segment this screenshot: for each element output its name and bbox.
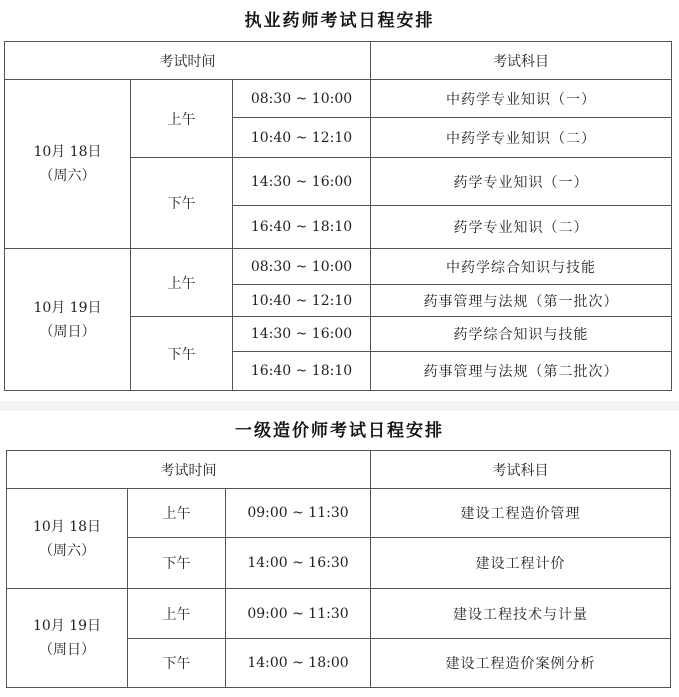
time-cell: 10:40 ~ 12:10 [233, 118, 371, 158]
subject-cell: 药学专业知识（二） [371, 206, 672, 249]
subject-cell: 建设工程造价案例分析 [371, 639, 671, 688]
subject-cell: 建设工程计价 [371, 538, 671, 589]
pharmacist-table [4, 41, 672, 391]
subject-cell: 药事管理与法规（第二批次） [371, 352, 672, 391]
time-cell: 14:00 ~ 16:30 [226, 538, 371, 589]
subject-cell: 建设工程技术与计量 [371, 589, 671, 639]
date: 10月 19日 [32, 618, 102, 634]
period-cell: 下午 [128, 639, 226, 688]
time-cell: 09:00 ~ 11:30 [226, 589, 371, 639]
date-cell [7, 589, 128, 688]
table-header-row [5, 42, 672, 80]
date: 10月 18日 [32, 518, 102, 535]
time-cell: 14:30 ~ 16:00 [233, 158, 371, 206]
table-row [5, 249, 672, 285]
period-cell: 下午 [131, 317, 233, 391]
period-cell: 下午 [128, 538, 226, 589]
cost-engineer-title: 一级造价师考试日程安排 [235, 421, 444, 441]
table-row [7, 489, 671, 538]
time-cell: 08:30 ~ 10:00 [233, 249, 371, 285]
subject-cell: 药事管理与法规（第一批次） [371, 285, 672, 317]
time-cell: 16:40 ~ 18:10 [233, 352, 371, 391]
date-cell [5, 249, 131, 391]
period-cell: 上午 [131, 80, 233, 158]
pharmacist-title: 执业药师考试日程安排 [244, 11, 435, 31]
weekday: （周六） [39, 542, 95, 559]
table-row [5, 80, 672, 118]
cost-engineer-schedule [0, 410, 679, 697]
date: 10月 19日 [33, 299, 102, 316]
header-time: 考试时间 [7, 451, 371, 489]
subject-cell: 中药学专业知识（二） [371, 118, 672, 158]
header-time: 考试时间 [5, 42, 371, 80]
table-row [7, 589, 671, 639]
weekday: （周日） [39, 323, 96, 340]
time-cell: 14:30 ~ 16:00 [233, 317, 371, 352]
time-cell: 14:00 ~ 18:00 [226, 639, 371, 688]
subject-cell: 中药学综合知识与技能 [371, 249, 672, 285]
date-cell [7, 489, 128, 589]
period-cell: 下午 [131, 158, 233, 249]
period-cell: 上午 [128, 589, 226, 639]
period-cell: 上午 [131, 249, 233, 317]
time-cell: 10:40 ~ 12:10 [233, 285, 371, 317]
weekday: （周六） [39, 168, 96, 184]
weekday: （周日） [39, 642, 95, 658]
subject-cell: 药学综合知识与技能 [371, 317, 672, 352]
date: 10月 18日 [33, 144, 102, 160]
cost-engineer-table [6, 450, 671, 688]
subject-cell: 药学专业知识（一） [371, 158, 672, 206]
time-cell: 09:00 ~ 11:30 [226, 489, 371, 538]
subject-cell: 中药学专业知识（一） [371, 80, 672, 118]
table-header-row [7, 451, 671, 489]
header-subject: 考试科目 [371, 42, 672, 80]
subject-cell: 建设工程造价管理 [371, 489, 671, 538]
period-cell: 上午 [128, 489, 226, 538]
time-cell: 08:30 ~ 10:00 [233, 80, 371, 118]
date-cell [5, 80, 131, 249]
time-cell: 16:40 ~ 18:10 [233, 206, 371, 249]
header-subject: 考试科目 [371, 451, 671, 489]
